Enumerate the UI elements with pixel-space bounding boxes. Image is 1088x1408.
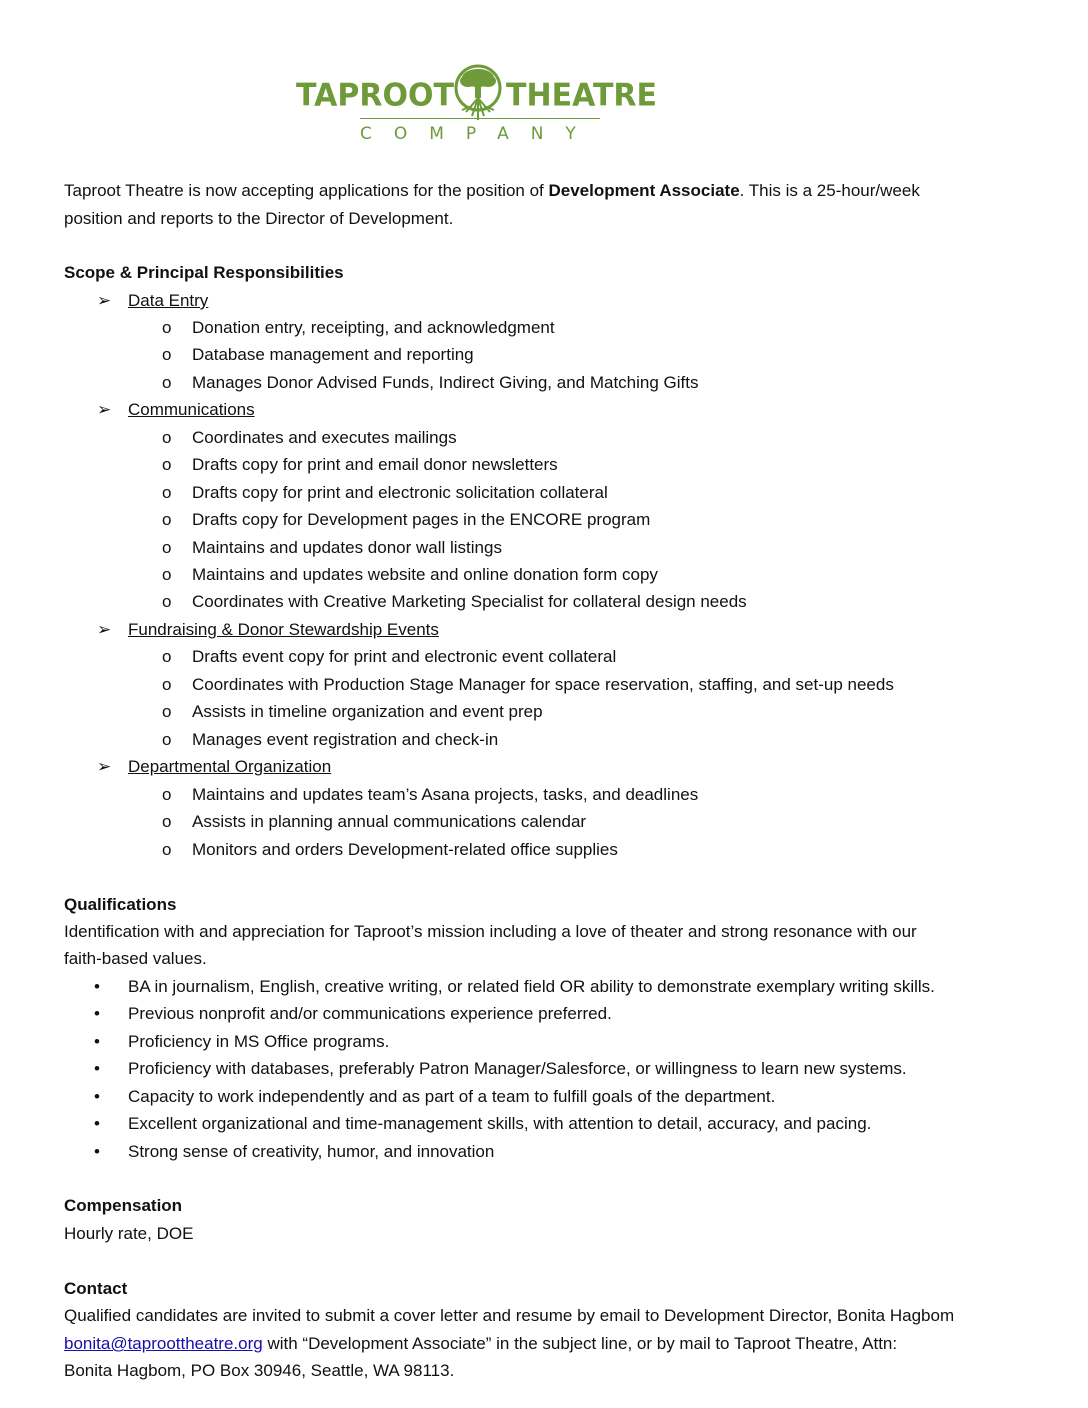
logo-left-word: TAPROOT	[296, 77, 454, 114]
list-item-text: Drafts copy for Development pages in the ENCORE program	[192, 510, 651, 529]
list-item-text: Monitors and orders Development-related office supplies	[192, 840, 618, 859]
qualifications-intro-line-1: Identification with and appreciation for Taproot’s mission including a love of theater and strong resonance with our	[64, 922, 917, 941]
arrow-bullet-icon: ➢	[97, 291, 112, 310]
arrow-bullet-icon: ➢	[97, 757, 112, 776]
bullet-icon: •	[94, 1142, 100, 1161]
email-link[interactable]: bonita@taproottheatre.org	[64, 1334, 263, 1353]
circle-bullet-icon: o	[162, 592, 172, 611]
tree-icon	[446, 62, 510, 122]
list-item-text: BA in journalism, English, creative writing, or related field OR ability to demonstrate exemplary writing skills.	[128, 977, 935, 996]
arrow-bullet-icon: ➢	[97, 400, 112, 419]
intro-text: Taproot Theatre is now accepting applications for the position of	[64, 181, 549, 200]
list-item-text: Maintains and updates website and online donation form copy	[192, 565, 658, 584]
circle-bullet-icon: o	[162, 510, 172, 529]
circle-bullet-icon: o	[162, 730, 172, 749]
compensation-text: Hourly rate, DOE	[64, 1224, 194, 1243]
list-item-text: Excellent organizational and time-management skills, with attention to detail, accuracy, and pacing.	[128, 1114, 872, 1133]
list-item-text: Assists in timeline organization and event prep	[192, 702, 543, 721]
circle-bullet-icon: o	[162, 675, 172, 694]
scope-heading: Scope & Principal Responsibilities	[64, 263, 344, 282]
logo-subtitle: COMPANY	[360, 124, 598, 144]
company-logo	[296, 62, 668, 152]
bullet-icon: •	[94, 1087, 100, 1106]
section-title: Data Entry	[128, 291, 209, 310]
intro-line-1	[64, 177, 920, 204]
circle-bullet-icon: o	[162, 538, 172, 557]
list-item-text: Capacity to work independently and as part of a team to fulfill goals of the department.	[128, 1087, 776, 1106]
intro-hours: . This is a 25-hour/week	[739, 181, 920, 200]
circle-bullet-icon: o	[162, 455, 172, 474]
list-item-text: Manages event registration and check-in	[192, 730, 499, 749]
list-item-text: Drafts event copy for print and electronic event collateral	[192, 647, 617, 666]
circle-bullet-icon: o	[162, 840, 172, 859]
arrow-bullet-icon: ➢	[97, 620, 112, 639]
list-item-text: Drafts copy for print and electronic solicitation collateral	[192, 483, 608, 502]
logo-divider	[360, 118, 600, 119]
list-item-text: Coordinates with Creative Marketing Specialist for collateral design needs	[192, 592, 747, 611]
list-item-text: Assists in planning annual communications calendar	[192, 812, 587, 831]
list-item-text: Maintains and updates team’s Asana projects, tasks, and deadlines	[192, 785, 699, 804]
logo-right-word: THEATRE	[506, 77, 658, 114]
list-item-text: Strong sense of creativity, humor, and innovation	[128, 1142, 495, 1161]
bullet-icon: •	[94, 977, 100, 996]
list-item-text: Maintains and updates donor wall listings	[192, 538, 502, 557]
list-item-text: Previous nonprofit and/or communications experience preferred.	[128, 1004, 612, 1023]
intro-line-2: position and reports to the Director of Development.	[64, 209, 454, 228]
section-title: Fundraising & Donor Stewardship Events	[128, 620, 439, 639]
list-item-text: Proficiency in MS Office programs.	[128, 1032, 390, 1051]
contact-line-2	[64, 1330, 897, 1357]
bullet-icon: •	[94, 1059, 100, 1078]
circle-bullet-icon: o	[162, 483, 172, 502]
section-title: Departmental Organization	[128, 757, 332, 776]
list-item-text: Coordinates and executes mailings	[192, 428, 457, 447]
bullet-icon: •	[94, 1032, 100, 1051]
bullet-icon: •	[94, 1114, 100, 1133]
contact-line-2-text: with “Development Associate” in the subject line, or by mail to Taproot Theatre, Attn:	[262, 1334, 898, 1353]
circle-bullet-icon: o	[162, 785, 172, 804]
circle-bullet-icon: o	[162, 373, 172, 392]
list-item-text: Database management and reporting	[192, 345, 474, 364]
list-item-text: Proficiency with databases, preferably Patron Manager/Salesforce, or willingness to learn new systems.	[128, 1059, 907, 1078]
list-item-text: Donation entry, receipting, and acknowledgment	[192, 318, 555, 337]
list-item-text: Drafts copy for print and email donor newsletters	[192, 455, 558, 474]
qualifications-intro-line-2: faith-based values.	[64, 949, 207, 968]
circle-bullet-icon: o	[162, 345, 172, 364]
circle-bullet-icon: o	[162, 565, 172, 584]
contact-line-1: Qualified candidates are invited to submit a cover letter and resume by email to Development Director, Bonita Hagbom	[64, 1306, 955, 1325]
list-item-text: Manages Donor Advised Funds, Indirect Giving, and Matching Gifts	[192, 373, 699, 392]
circle-bullet-icon: o	[162, 702, 172, 721]
circle-bullet-icon: o	[162, 647, 172, 666]
circle-bullet-icon: o	[162, 318, 172, 337]
circle-bullet-icon: o	[162, 812, 172, 831]
circle-bullet-icon: o	[162, 428, 172, 447]
section-title: Communications	[128, 400, 255, 419]
compensation-heading: Compensation	[64, 1196, 183, 1215]
contact-heading: Contact	[64, 1279, 128, 1298]
bullet-icon: •	[94, 1004, 100, 1023]
qualifications-heading: Qualifications	[64, 895, 177, 914]
contact-line-3: Bonita Hagbom, PO Box 30946, Seattle, WA 98113.	[64, 1361, 455, 1380]
list-item-text: Coordinates with Production Stage Manager for space reservation, staffing, and set-up needs	[192, 675, 894, 694]
position-title: Development Associate	[548, 181, 740, 200]
